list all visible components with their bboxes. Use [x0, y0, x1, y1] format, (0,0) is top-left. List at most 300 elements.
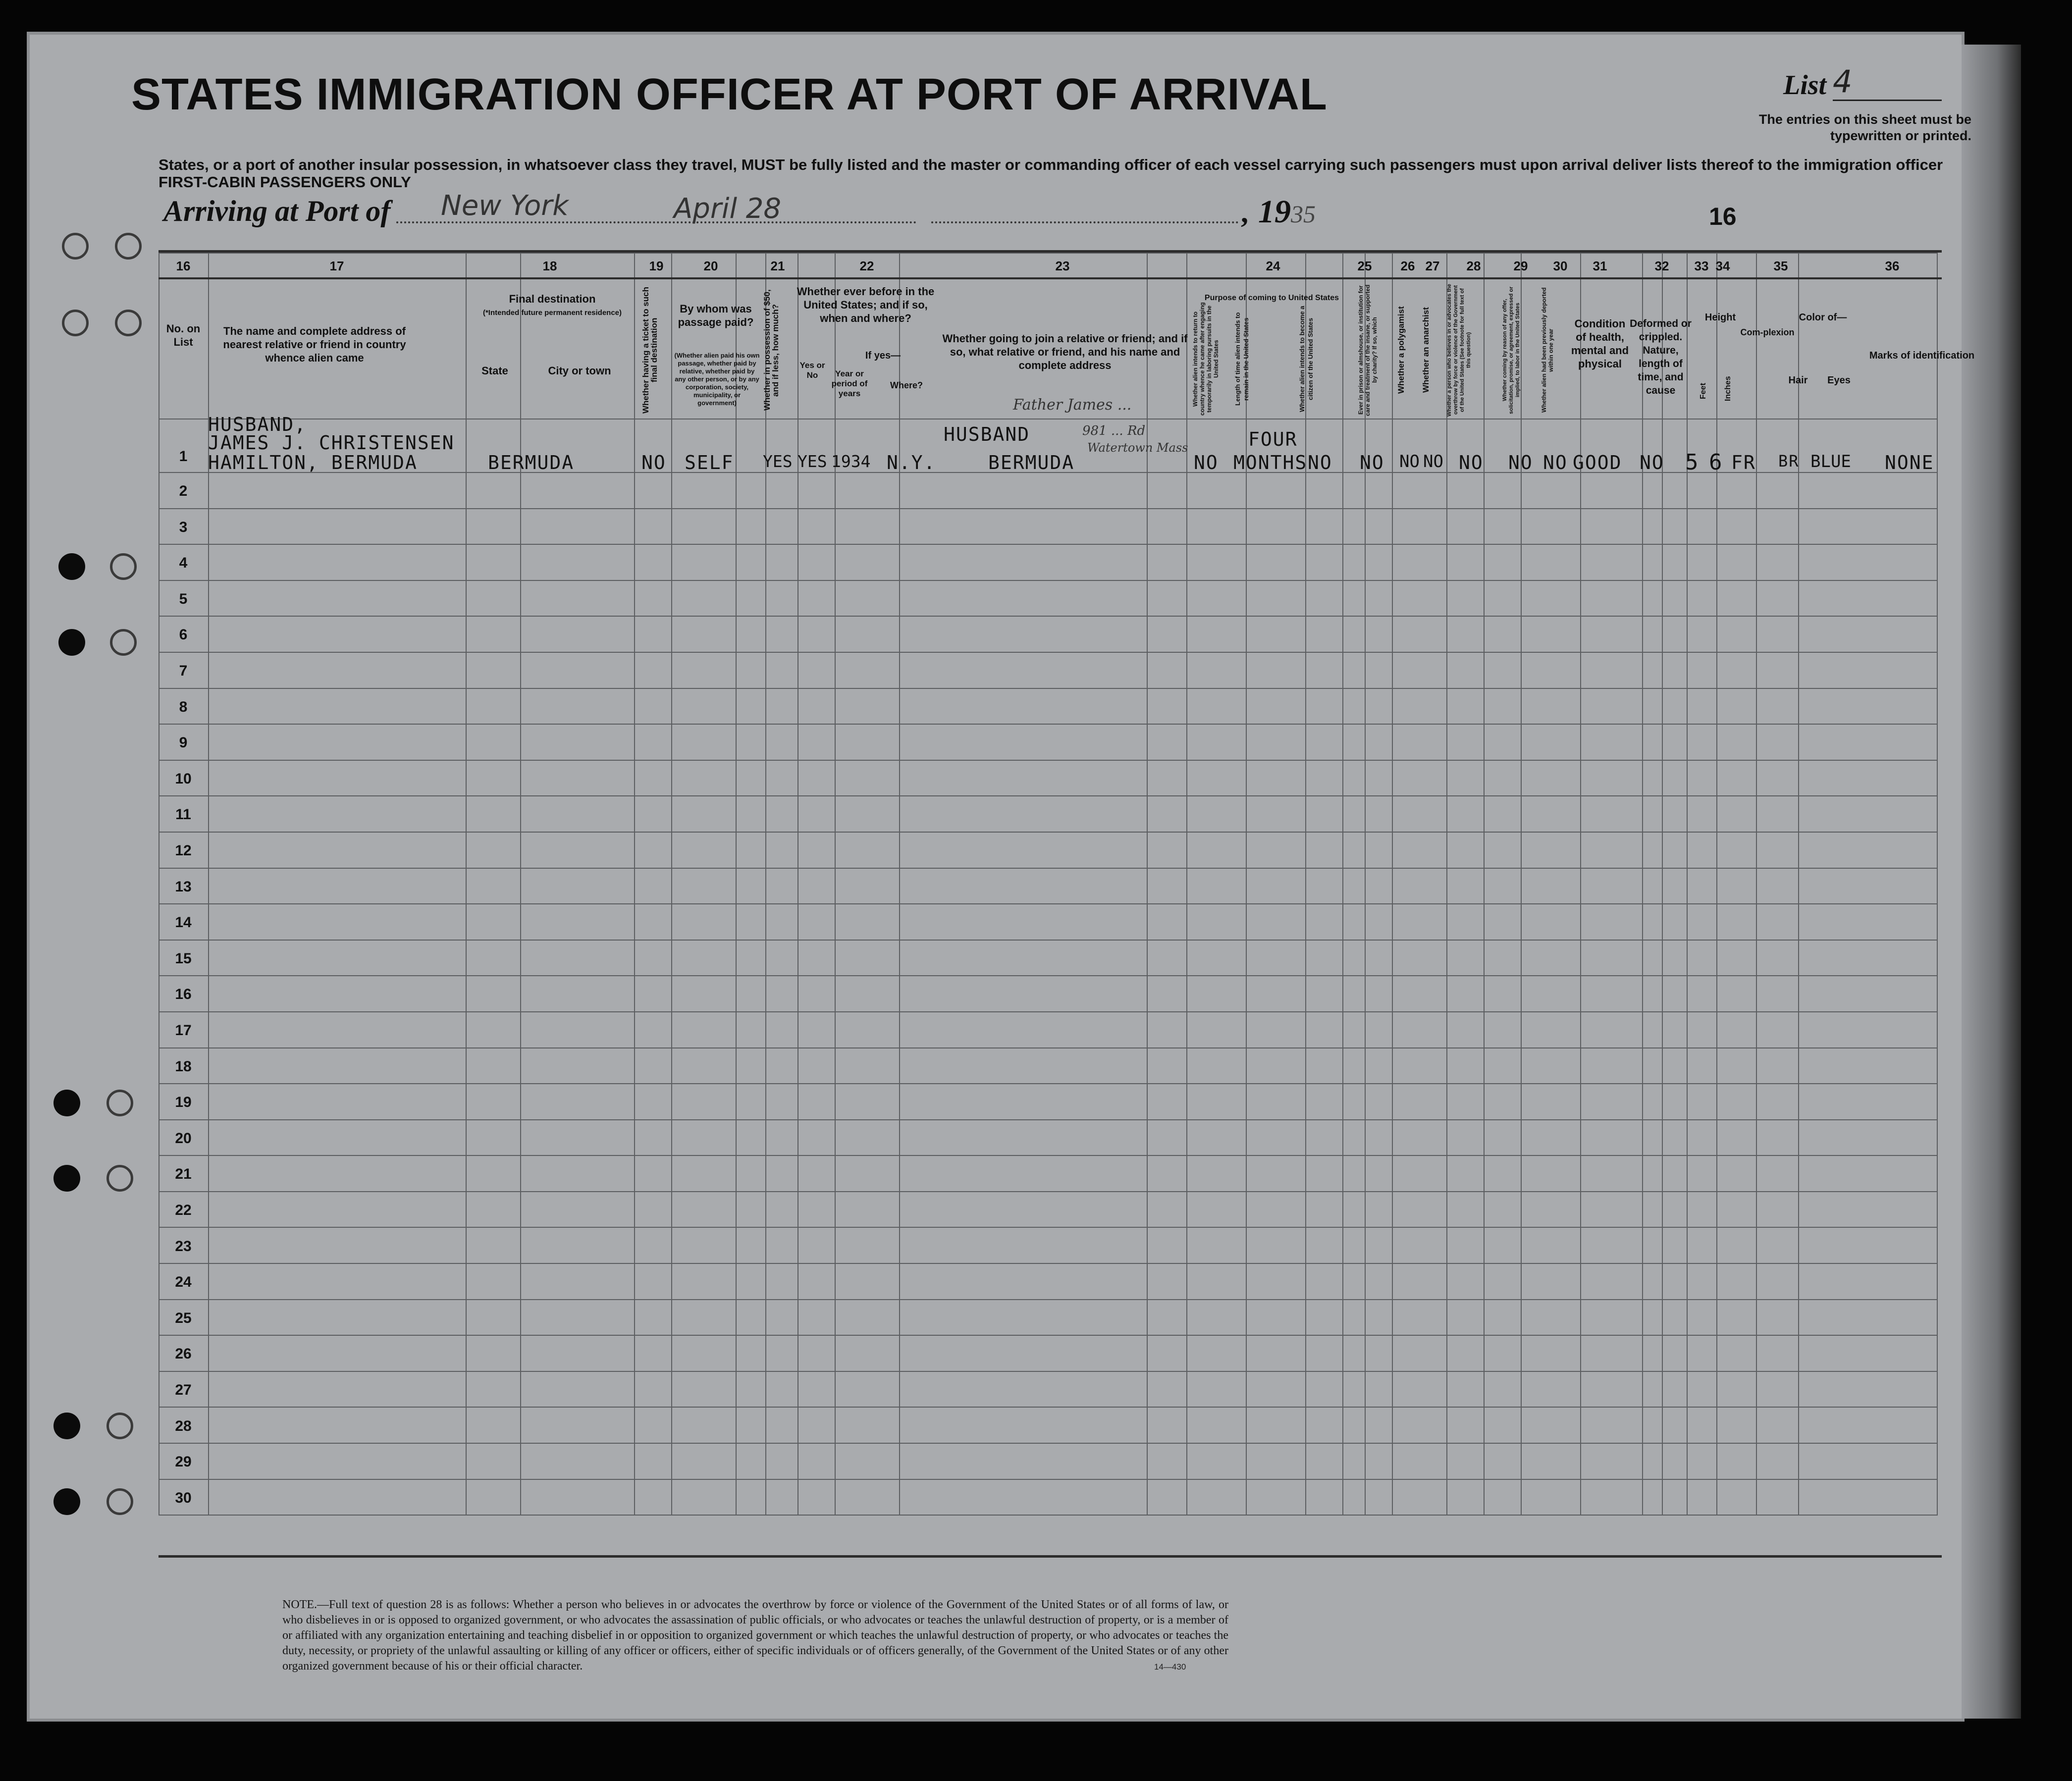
table-cell — [1662, 832, 1687, 868]
table-cell — [1521, 1407, 1581, 1443]
table-cell — [736, 1300, 766, 1336]
row-number: 29 — [175, 1454, 192, 1470]
table-cell — [1447, 1335, 1484, 1371]
table-cell — [1392, 1012, 1447, 1048]
table-cell — [1662, 509, 1687, 545]
table-cell — [635, 1479, 672, 1516]
citizen-value: NO — [1308, 452, 1332, 473]
table-cell — [1521, 976, 1581, 1012]
table-cell — [1447, 616, 1484, 652]
col35-eyes-header: Eyes — [1827, 375, 1851, 386]
table-cell — [1392, 1300, 1447, 1336]
table-cell — [1662, 868, 1687, 904]
table-cell — [766, 1192, 798, 1228]
table-cell — [1662, 472, 1687, 509]
table-cell — [1147, 868, 1187, 904]
table-row — [159, 724, 1937, 760]
table-cell — [766, 1371, 798, 1408]
table-cell — [1187, 832, 1246, 868]
table-cell — [1147, 1263, 1187, 1300]
table-cell — [900, 1443, 1147, 1479]
table-cell — [835, 760, 900, 796]
table-cell — [1365, 1479, 1392, 1516]
table-cell — [1581, 1227, 1643, 1263]
table-cell — [1343, 1300, 1365, 1336]
table-cell — [1447, 688, 1484, 725]
table-cell — [1581, 1407, 1643, 1443]
table-cell — [1365, 1084, 1392, 1120]
table-cell — [1756, 760, 1799, 796]
table-cell — [1581, 1012, 1643, 1048]
join-line-2: BERMUDA — [988, 452, 1075, 473]
table-cell — [466, 868, 521, 904]
table-cell — [672, 1155, 736, 1192]
table-cell — [766, 760, 798, 796]
table-cell — [798, 1192, 835, 1228]
table-cell — [1756, 1263, 1799, 1300]
table-cell — [1147, 976, 1187, 1012]
table-cell — [1343, 724, 1365, 760]
table-row — [159, 868, 1937, 904]
date-field — [931, 196, 1238, 223]
table-cell — [1799, 940, 1937, 976]
col30-header: Whether alien had been previously deported within one year — [1541, 287, 1554, 413]
table-cell — [521, 1155, 635, 1192]
table-cell — [1717, 688, 1756, 725]
table-cell — [1662, 940, 1687, 976]
table-cell — [835, 1407, 900, 1443]
row-number: 17 — [175, 1022, 192, 1039]
table-cell — [1756, 1084, 1799, 1120]
table-cell — [1717, 940, 1756, 976]
table-cell — [766, 544, 798, 580]
row-number: 25 — [175, 1310, 192, 1326]
table-cell — [672, 688, 736, 725]
table-cell — [1687, 1300, 1717, 1336]
year-prefix: 19 — [1258, 194, 1291, 230]
table-cell — [1246, 1155, 1306, 1192]
table-cell — [1365, 1407, 1392, 1443]
table-cell — [1521, 1300, 1581, 1336]
column-number: 23 — [1055, 259, 1070, 273]
table-cell — [766, 1300, 798, 1336]
table-cell — [521, 1120, 635, 1156]
table-cell — [1447, 1479, 1484, 1516]
table-cell — [1246, 1407, 1306, 1443]
table-cell — [672, 580, 736, 617]
table-cell — [1484, 1048, 1521, 1084]
table-cell — [1343, 544, 1365, 580]
table-cell — [1717, 832, 1756, 868]
row-number: 11 — [175, 806, 191, 823]
join-handwritten-1: Father James ... — [1013, 396, 1132, 414]
table-cell — [1581, 1192, 1643, 1228]
col21-header: Whether in possession of $50, and if less, how much? — [762, 289, 780, 411]
table-cell — [466, 1012, 521, 1048]
table-cell — [835, 544, 900, 580]
table-cell — [798, 1300, 835, 1336]
row-number: 9 — [179, 734, 188, 751]
table-cell — [1343, 832, 1365, 868]
table-cell — [1687, 509, 1717, 545]
column-number: 19 — [649, 259, 664, 273]
table-cell — [766, 1227, 798, 1263]
table-cell — [1717, 1155, 1756, 1192]
table-cell — [835, 472, 900, 509]
table-cell — [1306, 544, 1343, 580]
ever-before-value: YES — [797, 452, 827, 471]
col24-group-header: Purpose of coming to United States — [1204, 294, 1339, 302]
table-cell — [466, 1155, 521, 1192]
row-number: 21 — [175, 1166, 192, 1183]
table-cell — [1799, 1192, 1937, 1228]
table-cell — [1343, 509, 1365, 545]
table-cell — [766, 976, 798, 1012]
table-cell — [1187, 1192, 1246, 1228]
table-cell — [1643, 1407, 1662, 1443]
column-number: 29 — [1513, 259, 1528, 273]
table-cell — [1392, 868, 1447, 904]
table-cell — [736, 940, 766, 976]
table-cell — [1799, 1120, 1937, 1156]
table-cell — [798, 868, 835, 904]
table-cell — [1484, 652, 1521, 688]
binder-hole-icon — [53, 1090, 80, 1116]
table-cell — [1392, 1371, 1447, 1408]
table-cell — [209, 1443, 466, 1479]
table-cell — [1756, 1120, 1799, 1156]
col18-sub-header: (*Intended future permanent residence) — [482, 309, 622, 317]
table-cell — [1392, 472, 1447, 509]
col22-year-header: Year or period of years — [831, 369, 868, 398]
table-cell — [1365, 1227, 1392, 1263]
table-cell — [521, 724, 635, 760]
table-cell — [766, 832, 798, 868]
table-cell — [1484, 580, 1521, 617]
table-cell — [900, 1084, 1147, 1120]
table-cell — [1147, 1407, 1187, 1443]
table-cell — [736, 1407, 766, 1443]
table-cell — [1392, 544, 1447, 580]
table-cell — [1581, 1263, 1643, 1300]
table-cell — [1306, 652, 1343, 688]
table-cell — [1187, 868, 1246, 904]
table-cell — [1484, 509, 1521, 545]
table-cell — [1687, 940, 1717, 976]
table-cell — [900, 1407, 1147, 1443]
table-cell — [521, 1192, 635, 1228]
table-cell — [766, 688, 798, 725]
table-cell — [1246, 688, 1306, 725]
table-cell — [1187, 509, 1246, 545]
table-cell — [672, 472, 736, 509]
table-cell — [736, 616, 766, 652]
table-cell — [1365, 940, 1392, 976]
table-cell — [1306, 1263, 1343, 1300]
table-cell — [736, 1012, 766, 1048]
table-cell — [1187, 1155, 1246, 1192]
table-cell — [1187, 688, 1246, 725]
table-cell — [1643, 1443, 1662, 1479]
table-cell — [1687, 1048, 1717, 1084]
table-cell — [1147, 796, 1187, 832]
table-cell — [766, 1084, 798, 1120]
table-cell — [1662, 1335, 1687, 1371]
table-cell — [521, 509, 635, 545]
table-cell — [1521, 1084, 1581, 1120]
table-cell — [1687, 1263, 1717, 1300]
table-cell — [1799, 1443, 1937, 1479]
column-number: 27 — [1425, 259, 1440, 273]
table-cell — [1687, 1084, 1717, 1120]
table-cell — [1799, 580, 1937, 617]
table-cell — [1365, 1048, 1392, 1084]
table-cell — [1306, 1407, 1343, 1443]
table-cell — [1662, 1371, 1687, 1408]
table-row — [159, 509, 1937, 545]
table-cell — [1799, 616, 1937, 652]
table-cell — [521, 544, 635, 580]
table-cell — [835, 1084, 900, 1120]
table-cell — [766, 652, 798, 688]
table-cell — [1756, 1335, 1799, 1371]
table-cell — [466, 832, 521, 868]
table-cell — [1306, 616, 1343, 652]
table-cell — [209, 1120, 466, 1156]
table-cell — [466, 940, 521, 976]
table-cell — [900, 1120, 1147, 1156]
table-cell — [835, 940, 900, 976]
table-cell — [1643, 652, 1662, 688]
table-cell — [1799, 976, 1937, 1012]
table-cell — [1343, 904, 1365, 940]
table-cell — [1447, 1192, 1484, 1228]
table-cell — [798, 509, 835, 545]
table-cell — [635, 760, 672, 796]
table-cell — [1662, 760, 1687, 796]
table-cell — [1521, 724, 1581, 760]
column-number: 21 — [770, 259, 785, 273]
table-cell — [1147, 1443, 1187, 1479]
table-cell — [672, 509, 736, 545]
table-cell — [1717, 1048, 1756, 1084]
table-cell — [1521, 940, 1581, 976]
table-cell — [1484, 1155, 1521, 1192]
table-cell — [1343, 1407, 1365, 1443]
table-cell — [1365, 724, 1392, 760]
table-cell — [1147, 688, 1187, 725]
table-cell — [1717, 976, 1756, 1012]
table-cell — [900, 1012, 1147, 1048]
table-cell — [1484, 1443, 1521, 1479]
table-row — [159, 652, 1937, 688]
column-number: 24 — [1266, 259, 1280, 273]
table-cell — [672, 904, 736, 940]
table-cell — [835, 1335, 900, 1371]
table-cell — [1306, 509, 1343, 545]
table-cell — [1662, 580, 1687, 617]
table-cell — [635, 616, 672, 652]
table-cell — [1799, 1479, 1937, 1516]
table-cell — [1717, 1443, 1756, 1479]
table-cell — [835, 904, 900, 940]
table-cell — [1147, 1479, 1187, 1516]
table-cell — [521, 868, 635, 904]
table-row — [159, 1012, 1937, 1048]
table-cell — [635, 1407, 672, 1443]
table-cell — [1246, 1120, 1306, 1156]
table-cell — [209, 580, 466, 617]
table-row — [159, 688, 1937, 725]
table-cell — [1662, 419, 1687, 472]
list-label: List — [1783, 70, 1827, 101]
table-cell — [1756, 688, 1799, 725]
table-cell — [798, 904, 835, 940]
table-cell — [835, 832, 900, 868]
table-cell — [1521, 616, 1581, 652]
row-number: 14 — [175, 914, 192, 931]
table-cell — [1246, 472, 1306, 509]
table-cell — [1343, 796, 1365, 832]
table-cell — [835, 1120, 900, 1156]
table-cell — [1343, 1371, 1365, 1408]
table-cell — [635, 1012, 672, 1048]
table-cell — [798, 652, 835, 688]
table-cell — [900, 760, 1147, 796]
row-number: 27 — [175, 1382, 192, 1398]
table-cell — [900, 976, 1147, 1012]
row-number: 7 — [179, 663, 188, 679]
table-cell — [736, 544, 766, 580]
table-cell — [209, 1155, 466, 1192]
table-cell — [1756, 904, 1799, 940]
table-cell — [1365, 616, 1392, 652]
table-cell — [1756, 1443, 1799, 1479]
row-number: 28 — [175, 1417, 192, 1434]
table-cell — [466, 652, 521, 688]
table-cell — [1643, 1012, 1662, 1048]
table-cell — [1187, 472, 1246, 509]
table-cell — [1662, 1012, 1687, 1048]
table-cell — [1687, 796, 1717, 832]
table-cell — [1484, 868, 1521, 904]
table-cell — [1521, 544, 1581, 580]
column-number: 17 — [329, 259, 344, 273]
table-cell — [1643, 1084, 1662, 1120]
table-cell — [1484, 796, 1521, 832]
table-cell — [1799, 1012, 1937, 1048]
port-value: New York — [441, 190, 569, 222]
table-cell — [1643, 1263, 1662, 1300]
table-cell — [736, 1048, 766, 1084]
table-cell — [1343, 616, 1365, 652]
join-handwritten-3: Watertown Mass — [1087, 441, 1188, 455]
table-cell — [1392, 796, 1447, 832]
inches-value: 6 — [1709, 450, 1723, 475]
binder-hole-icon — [106, 1488, 133, 1515]
table-cell — [1662, 1120, 1687, 1156]
table-cell — [1187, 904, 1246, 940]
table-cell — [466, 616, 521, 652]
table-cell — [900, 940, 1147, 976]
table-cell — [521, 1335, 635, 1371]
table-cell — [1717, 904, 1756, 940]
table-cell — [798, 688, 835, 725]
table-cell — [1687, 868, 1717, 904]
table-cell — [1717, 652, 1756, 688]
table-cell — [1687, 688, 1717, 725]
table-cell — [1662, 1192, 1687, 1228]
col23-header: Whether going to join a relative or friend; and if so, what relative or friend, and his name and complete address — [942, 332, 1188, 371]
col22-ifyes-header: If yes— — [865, 350, 901, 361]
table-cell — [1365, 1192, 1392, 1228]
table-cell — [1365, 904, 1392, 940]
table-cell — [672, 1192, 736, 1228]
table-cell — [1392, 616, 1447, 652]
table-cell — [1756, 1371, 1799, 1408]
table-cell — [1147, 832, 1187, 868]
table-cell — [672, 832, 736, 868]
table-cell — [1662, 976, 1687, 1012]
binder-hole-icon — [110, 553, 137, 580]
table-cell — [736, 760, 766, 796]
row-number: 26 — [175, 1346, 192, 1362]
table-cell — [1799, 1227, 1937, 1263]
table-cell — [635, 796, 672, 832]
table-cell — [1392, 760, 1447, 796]
table-cell — [635, 940, 672, 976]
table-cell — [1306, 1084, 1343, 1120]
table-cell — [1484, 904, 1521, 940]
table-cell — [1799, 1300, 1937, 1336]
table-cell — [1484, 832, 1521, 868]
table-cell — [1187, 1300, 1246, 1336]
table-cell — [1147, 1084, 1187, 1120]
table-cell — [835, 1443, 900, 1479]
table-cell — [1246, 1227, 1306, 1263]
join-line-1: HUSBAND — [944, 423, 1030, 445]
table-cell — [1662, 1443, 1687, 1479]
table-row — [159, 1084, 1937, 1120]
table-cell — [798, 796, 835, 832]
table-cell — [1447, 1012, 1484, 1048]
table-cell — [466, 1371, 521, 1408]
table-cell — [1756, 509, 1799, 545]
table-cell — [1643, 796, 1662, 832]
table-cell — [1687, 1120, 1717, 1156]
table-cell — [736, 1084, 766, 1120]
table-cell — [1187, 1048, 1246, 1084]
table-cell — [1187, 1084, 1246, 1120]
table-cell — [1756, 1479, 1799, 1516]
table-cell — [1392, 904, 1447, 940]
row-number: 3 — [179, 519, 188, 535]
table-cell — [1687, 1407, 1717, 1443]
table-cell — [1687, 472, 1717, 509]
table-cell — [900, 509, 1147, 545]
table-cell — [635, 652, 672, 688]
table-cell — [1147, 1012, 1187, 1048]
table-cell — [521, 580, 635, 617]
table-cell — [1756, 544, 1799, 580]
column-number: 16 — [176, 259, 191, 273]
table-cell — [1306, 1227, 1343, 1263]
table-cell — [635, 868, 672, 904]
eyes-value: BLUE — [1810, 452, 1851, 471]
col17-header: The name and complete address of nearest relative or friend in country whence alien came — [223, 325, 406, 364]
col31-header: Condition of health, mental and physical — [1571, 317, 1629, 370]
table-cell — [1687, 616, 1717, 652]
